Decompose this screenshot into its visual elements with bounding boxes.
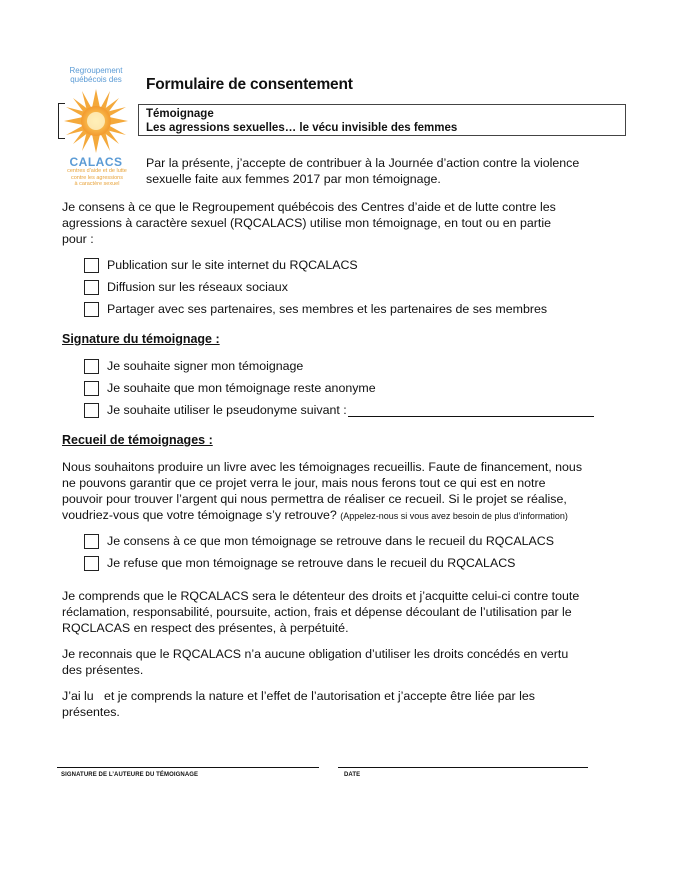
logo-org-text	[55, 66, 137, 84]
checkbox-collection-refuse[interactable]	[84, 556, 99, 571]
option-sign[interactable]	[84, 357, 303, 375]
collection-line4	[62, 507, 582, 524]
option-label: Diffusion sur les réseaux sociaux	[107, 280, 288, 294]
option-label: Je souhaite signer mon témoignage	[107, 359, 304, 373]
option-label: Publication sur le site internet du RQCALACS	[107, 258, 358, 272]
checkbox-partners[interactable]	[84, 302, 99, 317]
author-signature-label: SIGNATURE DE L’AUTEURE DU TÉMOIGNAGE	[61, 772, 199, 778]
collection-line2: ne pouvons garantir que ce projet verra le jour, mais nous ferons tout ce qui est en notre	[62, 476, 546, 490]
date-line[interactable]	[338, 767, 588, 768]
intro-line2: sexuelle faite aux femmes 2017 par mon témoignage.	[146, 172, 441, 186]
checkbox-social-media[interactable]	[84, 280, 99, 295]
understanding-line2: présentes.	[62, 705, 120, 719]
logo-name: CALACS	[69, 155, 123, 169]
author-signature-line[interactable]	[57, 767, 319, 768]
understanding-paragraph	[62, 688, 535, 720]
understanding-line1: J’ai lu et je comprends la nature et l’effet de l’autorisation et j’accepte être liée par les	[62, 689, 535, 703]
option-publication[interactable]	[84, 256, 358, 274]
rights-line2: réclamation, responsabilité, poursuite, action, frais et dépense découlant de l’utilisation par le	[62, 605, 572, 619]
option-label: Je refuse que mon témoignage se retrouve dans le recueil du RQCALACS	[107, 556, 516, 570]
option-anonymous[interactable]	[84, 379, 376, 397]
box-subtitle: Les agressions sexuelles… le vécu invisible des femmes	[146, 122, 458, 134]
option-collection-consent[interactable]	[84, 532, 554, 550]
sun-icon	[63, 88, 129, 154]
pseudonym-blank-line[interactable]	[348, 404, 594, 417]
option-label: Je souhaite que mon témoignage reste anonyme	[107, 381, 376, 395]
obligation-line2: des présentes.	[62, 663, 144, 677]
obligation-line1: Je reconnais que le RQCALACS n’a aucune obligation d’utiliser les droits concédés en vertu	[62, 647, 569, 661]
logo-subtitle	[57, 168, 137, 188]
rights-line1: Je comprends que le RQCALACS sera le détenteur des droits et j’acquitte celui-ci contre toute	[62, 589, 580, 603]
option-label: Je consens à ce que mon témoignage se retrouve dans le recueil du RQCALACS	[107, 534, 555, 548]
collection-heading: Recueil de témoignages :	[62, 433, 213, 447]
logo-top-line1: Regroupement	[69, 66, 123, 75]
page-title: Formulaire de consentement	[146, 76, 353, 93]
checkbox-publication[interactable]	[84, 258, 99, 273]
checkbox-collection-consent[interactable]	[84, 534, 99, 549]
bracket-decoration	[58, 103, 65, 139]
collection-paragraph	[62, 459, 582, 524]
option-collection-refuse[interactable]	[84, 554, 515, 572]
signature-heading: Signature du témoignage :	[62, 332, 220, 346]
intro-paragraph	[146, 155, 579, 187]
collection-line1: Nous souhaitons produire un livre avec les témoignages recueillis. Faute de financement, nous	[62, 460, 583, 474]
consent-line2: agressions à caractère sexuel (RQCALACS) utilise mon témoignage, en tout ou en partie	[62, 216, 551, 230]
testimony-title-box	[138, 104, 626, 136]
checkbox-anonymous[interactable]	[84, 381, 99, 396]
option-partners[interactable]	[84, 300, 547, 318]
logo-top-line2: québécois des	[70, 75, 122, 84]
logo-sub-line3: à caractère sexuel	[74, 181, 120, 187]
obligation-paragraph	[62, 646, 568, 678]
collection-question: voudriez-vous que votre témoignage s’y retrouve?	[62, 508, 337, 522]
rights-line3: RQCLACAS en respect des présentes, à perpétuité.	[62, 621, 349, 635]
checkbox-sign[interactable]	[84, 359, 99, 374]
intro-line1: Par la présente, j’accepte de contribuer à la Journée d’action contre la violence	[146, 156, 580, 170]
date-label: DATE	[344, 772, 361, 778]
rqcalacs-logo	[55, 66, 137, 188]
consent-line1: Je consens à ce que le Regroupement québécois des Centres d’aide et de lutte contre les	[62, 200, 556, 214]
logo-sub-line1: centres d'aide et de lutte	[67, 168, 127, 174]
collection-line3: pouvoir pour trouver l’argent qui nous permettra de réaliser ce recueil. Si le projet se réalise,	[62, 492, 567, 506]
box-label: Témoignage	[146, 108, 214, 120]
logo-sub-line2: contre les agressions	[71, 174, 123, 181]
option-label: Partager avec ses partenaires, ses membres et les partenaires de ses membres	[107, 302, 548, 316]
option-social-media[interactable]	[84, 278, 288, 296]
rights-paragraph	[62, 588, 579, 636]
consent-line3: pour :	[62, 232, 94, 246]
checkbox-pseudonym[interactable]	[84, 403, 99, 418]
consent-paragraph	[62, 199, 556, 247]
collection-note: (Appelez-nous si vous avez besoin de plus d’information)	[340, 511, 568, 521]
option-label: Je souhaite utiliser le pseudonyme suivant :	[107, 403, 347, 417]
option-pseudonym[interactable]	[84, 401, 594, 419]
